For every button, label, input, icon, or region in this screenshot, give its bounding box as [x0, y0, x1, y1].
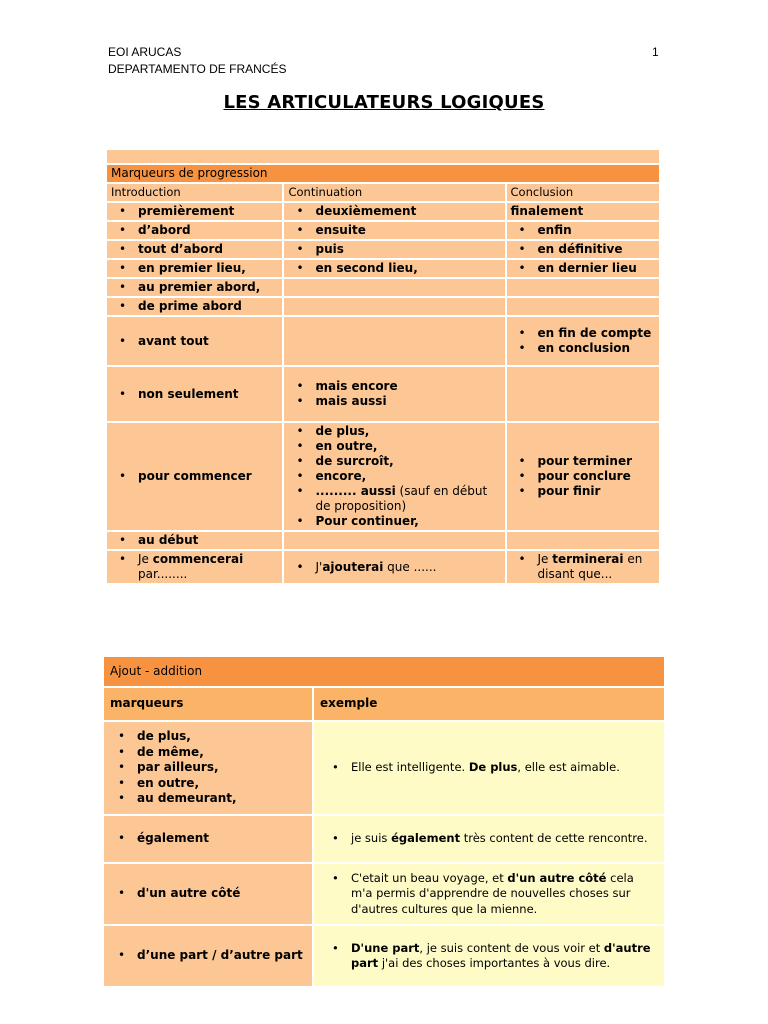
table-row — [107, 367, 659, 421]
list-item: • premièrement — [138, 204, 278, 219]
list-item: • de même, — [137, 745, 306, 761]
list-item: • au début — [138, 533, 278, 548]
table-row — [104, 926, 664, 986]
list-item: • pour terminer — [538, 454, 655, 469]
ex-post: j'ai des choses importantes à vous dire. — [378, 956, 611, 970]
ex-post: très content de cette rencontre. — [460, 831, 648, 846]
column-headers — [107, 184, 659, 201]
plain-item: finalement — [510, 204, 584, 218]
list-item: • d’une part / d’autre part — [137, 948, 306, 964]
list-item: • tout d’abord — [138, 242, 278, 257]
ex-mid: , je suis content de vous voir et — [419, 940, 604, 955]
table-row — [107, 423, 659, 530]
table-heading: Ajout - addition — [104, 657, 664, 686]
ex-bold: De plus — [468, 760, 518, 775]
item-bold: terminerai — [552, 552, 624, 566]
page-number: 1 — [652, 45, 659, 59]
list-item: • encore, — [315, 469, 500, 484]
col-continuation: Continuation — [284, 184, 504, 201]
table-row — [104, 816, 664, 862]
col-introduction: Introduction — [107, 184, 282, 201]
item-post: en disant que... — [537, 552, 643, 581]
table-row — [107, 298, 659, 315]
col-marqueurs: marqueurs — [104, 688, 312, 720]
table-row — [104, 722, 664, 814]
ex-post: cela m'a permis d'apprendre de nouvelles choses sur d'autres cultures que la mienne. — [351, 870, 634, 916]
list-item: • puis — [315, 242, 500, 257]
progression-table — [105, 148, 661, 585]
list-item: • de plus, — [315, 424, 500, 439]
list-item: • en conclusion — [538, 341, 655, 356]
list-item: • pour conclure — [538, 469, 655, 484]
item-post: par........ — [138, 567, 188, 581]
list-item: • pour commencer — [138, 469, 278, 484]
list-item: • deuxièmement — [315, 204, 500, 219]
list-item — [315, 484, 500, 514]
list-item: • pour finir — [538, 484, 655, 499]
page-title: LES ARTICULATEURS LOGIQUES — [223, 92, 545, 113]
item-pre: Je — [537, 552, 553, 566]
item-bold: ......... aussi — [315, 484, 396, 498]
ex-bold: D'une part — [351, 940, 420, 955]
item-bold: ajouterai — [322, 559, 384, 574]
item-bold: commencerai — [152, 552, 244, 566]
list-item: • en fin de compte — [538, 326, 655, 341]
table-row — [107, 317, 659, 365]
list-item: • de surcroît, — [315, 454, 500, 469]
table-row — [107, 551, 659, 583]
item-pre: J' — [315, 559, 323, 574]
list-item: • de prime abord — [138, 299, 278, 314]
list-item: • d’abord — [138, 223, 278, 238]
ex-post: , elle est aimable. — [517, 760, 620, 775]
table-row — [107, 203, 659, 220]
item-pre: Je — [138, 552, 153, 566]
table-heading-row — [104, 657, 664, 686]
col-exemple: exemple — [314, 688, 664, 720]
table-row — [104, 864, 664, 924]
list-item — [538, 552, 655, 582]
col-conclusion: Conclusion — [507, 184, 659, 201]
ex-bold: d'autre part — [351, 940, 651, 970]
list-item — [315, 560, 500, 575]
column-headers — [104, 688, 664, 720]
table-row — [107, 222, 659, 239]
list-item: • au demeurant, — [137, 791, 306, 807]
example-item — [351, 760, 658, 776]
list-item: • en outre, — [315, 439, 500, 454]
item-post: que ...... — [383, 559, 437, 574]
list-item: • en premier lieu, — [138, 261, 278, 276]
table-row — [107, 260, 659, 277]
table-heading: Marqueurs de progression — [107, 165, 659, 182]
list-item: • mais aussi — [315, 394, 500, 409]
list-item: • Pour continuer, — [315, 514, 500, 529]
list-item: • en outre, — [137, 776, 306, 792]
list-item: • d'un autre côté — [137, 886, 306, 902]
list-item — [138, 552, 278, 582]
ex-bold: également — [391, 831, 461, 846]
example-item — [351, 831, 658, 847]
list-item: • également — [137, 831, 306, 847]
list-item: • de plus, — [137, 729, 306, 745]
list-item: • en dernier lieu — [538, 261, 655, 276]
list-item: • en définitive — [538, 242, 655, 257]
ex-pre: Elle est intelligente. — [351, 760, 469, 775]
table-heading-row — [107, 165, 659, 182]
example-item — [351, 871, 658, 918]
list-item: • mais encore — [315, 379, 500, 394]
list-item: • enfin — [538, 223, 655, 238]
ex-pre: C'etait un beau voyage, et — [351, 870, 508, 885]
list-item: • au premier abord, — [138, 280, 278, 295]
list-item: • en second lieu, — [315, 261, 500, 276]
table-row — [107, 241, 659, 258]
example-item — [351, 941, 658, 972]
header-school: EOI ARUCAS — [108, 45, 182, 59]
ex-pre: je suis — [351, 831, 392, 846]
item-rest: (sauf en début de proposition) — [315, 484, 488, 513]
list-item: • par ailleurs, — [137, 760, 306, 776]
table-row — [107, 532, 659, 549]
ex-bold: d'un autre côté — [507, 870, 607, 885]
header-department: DEPARTAMENTO DE FRANCÉS — [108, 62, 287, 76]
table-row — [107, 279, 659, 296]
list-item: • avant tout — [138, 334, 278, 349]
addition-table — [102, 655, 666, 988]
list-item: • ensuite — [315, 223, 500, 238]
table-strip — [107, 150, 659, 163]
list-item: • non seulement — [138, 387, 278, 402]
